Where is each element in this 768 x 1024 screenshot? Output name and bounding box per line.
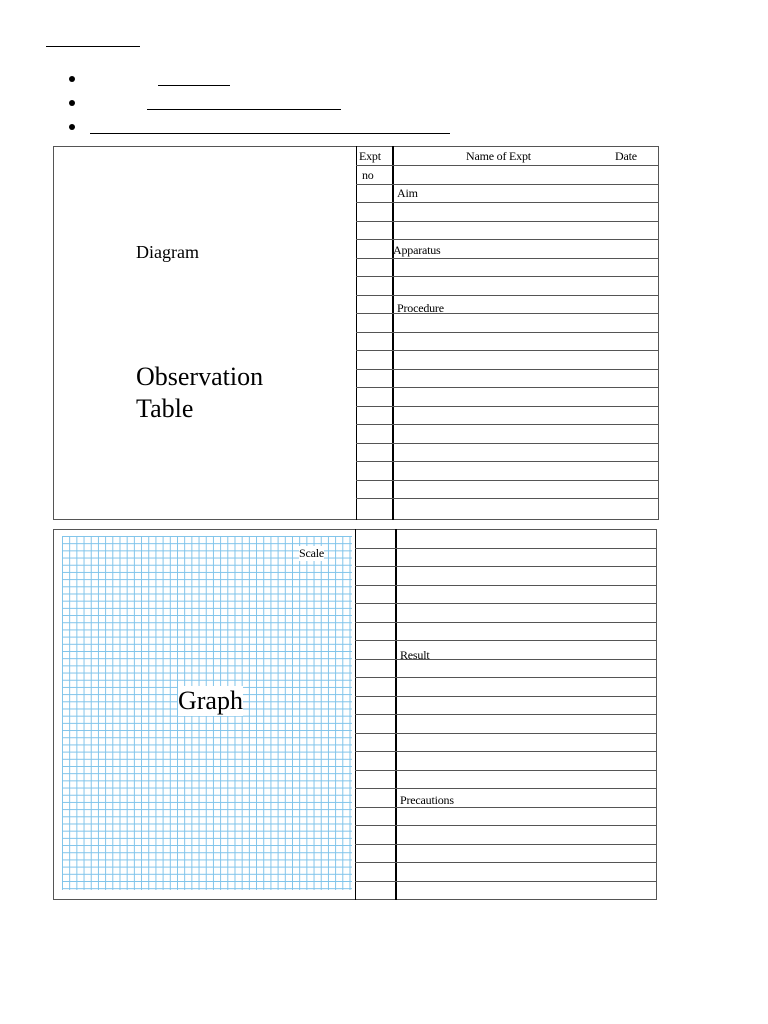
graph-label: Graph bbox=[178, 686, 243, 715]
top-row-line bbox=[356, 498, 659, 499]
top-row-line bbox=[356, 165, 659, 166]
top-row-line bbox=[356, 424, 659, 425]
bullet-3 bbox=[69, 124, 75, 130]
top-row-line bbox=[356, 221, 659, 222]
bottom-row-line bbox=[355, 640, 657, 641]
bottom-row-line bbox=[355, 733, 657, 734]
top-row-line bbox=[356, 239, 659, 240]
bullet-2-line bbox=[147, 109, 341, 110]
bottom-row-line bbox=[355, 825, 657, 826]
bottom-row-line bbox=[355, 603, 657, 604]
name-of-expt-header: Name of Expt bbox=[466, 149, 531, 163]
bottom-row-line bbox=[355, 844, 657, 845]
precautions-label: Precautions bbox=[400, 793, 454, 807]
top-row-line bbox=[356, 443, 659, 444]
title-underline bbox=[46, 46, 140, 47]
observation-label: Observation bbox=[136, 362, 264, 391]
date-header: Date bbox=[615, 149, 637, 163]
bullet-3-line bbox=[90, 133, 450, 134]
aim-label: Aim bbox=[397, 186, 418, 200]
bottom-row-line bbox=[355, 585, 657, 586]
bottom-row-line bbox=[355, 770, 657, 771]
procedure-label: Procedure bbox=[397, 301, 444, 315]
top-row-line bbox=[356, 332, 659, 333]
bottom-row-line bbox=[355, 714, 657, 715]
top-row-line bbox=[356, 276, 659, 277]
bullet-2 bbox=[69, 100, 75, 106]
scale-label: Scale bbox=[299, 546, 324, 560]
table-label: Table bbox=[136, 394, 194, 423]
top-row-line bbox=[356, 480, 659, 481]
top-row-line bbox=[356, 184, 659, 185]
top-row-line bbox=[356, 461, 659, 462]
bottom-row-line bbox=[355, 548, 657, 549]
bottom-row-line bbox=[355, 881, 657, 882]
top-row-line bbox=[356, 202, 659, 203]
bottom-row-line bbox=[355, 677, 657, 678]
expt-no-label: no bbox=[362, 168, 374, 182]
top-row-line bbox=[356, 350, 659, 351]
apparatus-label: Apparatus bbox=[393, 243, 441, 257]
top-row-line bbox=[356, 387, 659, 388]
bullet-1 bbox=[69, 76, 75, 82]
bottom-row-line bbox=[355, 751, 657, 752]
top-row-line bbox=[356, 295, 659, 296]
top-row-line bbox=[356, 406, 659, 407]
bottom-row-line bbox=[355, 696, 657, 697]
bullet-1-line bbox=[158, 85, 230, 86]
top-row-line bbox=[356, 369, 659, 370]
diagram-label: Diagram bbox=[136, 242, 199, 262]
result-label: Result bbox=[400, 648, 430, 662]
bottom-row-line bbox=[355, 622, 657, 623]
bottom-row-line bbox=[355, 566, 657, 567]
expt-header-label: Expt bbox=[359, 149, 381, 163]
bottom-row-line bbox=[355, 862, 657, 863]
bottom-row-line bbox=[355, 788, 657, 789]
top-row-line bbox=[356, 258, 659, 259]
